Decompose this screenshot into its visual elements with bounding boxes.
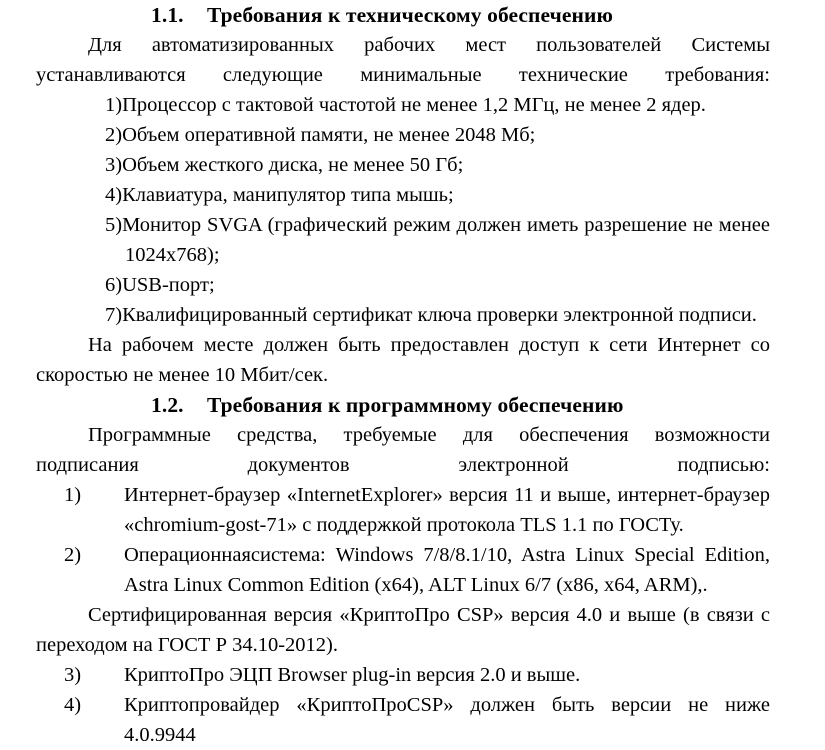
list-item bbox=[36, 210, 770, 270]
list-marker: 4) bbox=[105, 184, 123, 206]
list-marker: 3) bbox=[64, 664, 82, 686]
list-item-text: Объем оперативной памяти, не менее 2048 Мб; bbox=[122, 124, 536, 146]
list-item-text: Монитор SVGA (графический режим должен иметь разрешение не менее 1024x768); bbox=[122, 214, 770, 266]
section-number: 1.1. bbox=[151, 3, 184, 27]
list-marker: 6) bbox=[105, 274, 123, 296]
list-item bbox=[36, 300, 770, 330]
list-marker: 2) bbox=[105, 124, 123, 146]
list-item bbox=[36, 90, 770, 120]
list-item bbox=[36, 180, 770, 210]
section-heading-1-1 bbox=[36, 0, 770, 30]
list-item-text: Криптопровайдер «КриптоПроCSP» должен быть версии не ниже 4.0.9944 bbox=[124, 694, 770, 746]
list-item-text: Клавиатура, манипулятор типа мышь; bbox=[122, 184, 454, 206]
list-item bbox=[36, 540, 770, 600]
list-marker: 3) bbox=[105, 154, 123, 176]
list-item bbox=[36, 480, 770, 540]
list-item-text: Процессор с тактовой частотой не менее 1,2 МГц, не менее 2 ядер. bbox=[122, 94, 706, 116]
list-marker: 1) bbox=[64, 484, 82, 506]
list-item bbox=[36, 690, 770, 750]
section-title: Требования к программному обеспечению bbox=[207, 393, 624, 417]
list-marker: 7) bbox=[105, 304, 123, 326]
list-item-text: Объем жесткого диска, не менее 50 Гб; bbox=[122, 154, 464, 176]
section-title: Требования к техническому обеспечению bbox=[207, 3, 614, 27]
list-item-text: Интернет-браузер «InternetExplorer» версия 11 и выше, интернет-браузер «chromium-gost-71» с поддержкой протокола TLS 1.1 по ГОСТу. bbox=[124, 484, 770, 536]
list-item-text: USB-порт; bbox=[122, 274, 215, 296]
section-1-1-outro-paragraph: На рабочем месте должен быть предоставлен доступ к сети Интернет со скоростью не менее 10 Мбит/сек. bbox=[36, 334, 770, 386]
list-item-text: Квалифицированный сертификат ключа проверки электронной подписи. bbox=[122, 304, 757, 326]
list-marker: 1) bbox=[105, 94, 123, 116]
section-1-1-intro-paragraph: Для автоматизированных рабочих мест пользователей Системы устанавливаются следующие минимальные технические требования: bbox=[36, 34, 770, 86]
list-marker: 2) bbox=[64, 544, 82, 566]
cryptopro-csp-paragraph: Сертифицированная версия «КриптоПро CSP» версия 4.0 и выше (в связи с переходом на ГОСТ Р 34.10-2012). bbox=[36, 604, 770, 656]
list-marker: 5) bbox=[105, 214, 123, 236]
list-item bbox=[36, 660, 770, 690]
list-item bbox=[36, 270, 770, 300]
list-marker: 4) bbox=[64, 694, 82, 716]
section-heading-1-2 bbox=[36, 390, 770, 420]
section-1-2-intro-paragraph: Программные средства, требуемые для обеспечения возможности подписания документов электронной подписью: bbox=[36, 424, 770, 476]
list-item bbox=[36, 120, 770, 150]
list-item-text: Операционнаясистема: Windows 7/8/8.1/10, Astra Linux Special Edition, Astra Linux Common Edition (x64), ALT Linux 6/7 (x86, x64, ARM),. bbox=[124, 544, 770, 596]
list-item-text: КриптоПро ЭЦП Browser plug-in версия 2.0 и выше. bbox=[124, 664, 581, 686]
list-item bbox=[36, 150, 770, 180]
section-number: 1.2. bbox=[151, 393, 184, 417]
